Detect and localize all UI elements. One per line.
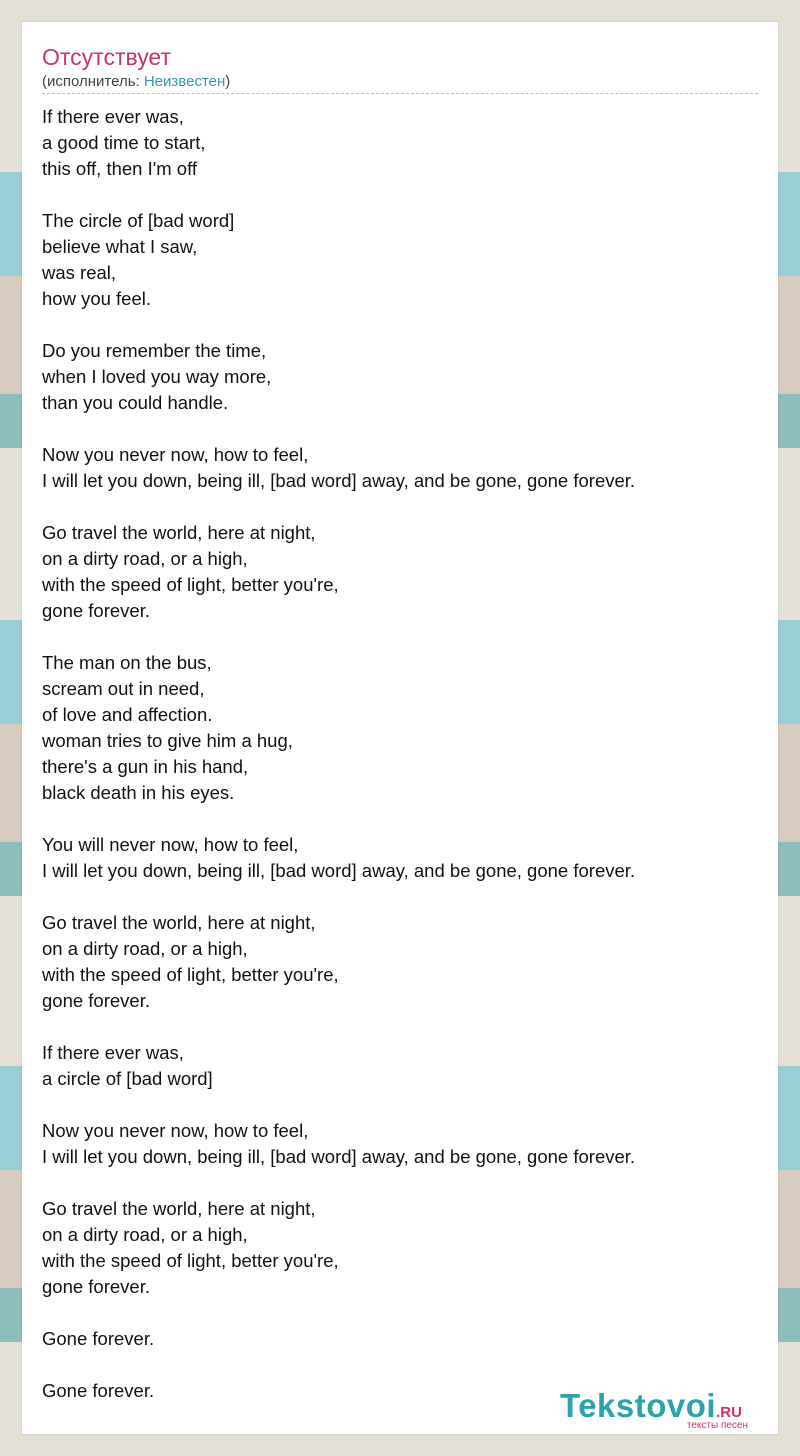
logo-tagline: тексты песен: [686, 1420, 748, 1431]
title-divider: [42, 93, 758, 94]
lyric-line: than you could handle.: [42, 392, 229, 413]
lyric-line: a good time to start,: [42, 132, 206, 153]
lyric-line: Do you remember the time,: [42, 340, 267, 361]
lyric-line: I will let you down, being ill, [bad word] away, and be gone, gone forever.: [42, 1146, 636, 1167]
stanza-break: [42, 1092, 758, 1118]
logo-domain-suffix: .RU: [716, 1404, 742, 1421]
stanza-break: [42, 624, 758, 650]
stanza-break: [42, 312, 758, 338]
lyric-line: gone forever.: [42, 600, 150, 621]
lyric-line: Go travel the world, here at night,: [42, 912, 316, 933]
lyric-line: Now you never now, how to feel,: [42, 444, 309, 465]
stanza-break: [42, 1014, 758, 1040]
lyric-line: Gone forever.: [42, 1380, 155, 1401]
lyrics-text: [42, 104, 758, 1404]
lyric-line: gone forever.: [42, 1276, 150, 1297]
lyric-line: The circle of [bad word]: [42, 210, 235, 231]
lyric-line: If there ever was,: [42, 106, 184, 127]
lyric-line: gone forever.: [42, 990, 150, 1011]
lyric-line: on a dirty road, or a high,: [42, 1224, 248, 1245]
lyric-line: You will never now, how to feel,: [42, 834, 299, 855]
lyrics-page: [22, 22, 778, 1434]
lyric-line: this off, then I'm off: [42, 158, 198, 179]
lyric-line: with the speed of light, better you're,: [42, 964, 339, 985]
stanza-break: [42, 806, 758, 832]
artist-suffix: ): [225, 73, 231, 90]
lyric-line: scream out in need,: [42, 678, 205, 699]
stanza-break: [42, 416, 758, 442]
lyric-line: I will let you down, being ill, [bad word] away, and be gone, gone forever.: [42, 860, 636, 881]
lyric-line: believe what I saw,: [42, 236, 198, 257]
lyric-line: Go travel the world, here at night,: [42, 1198, 316, 1219]
logo-main-text: Tekstovoi: [560, 1387, 717, 1424]
song-title: Отсутствует: [42, 44, 171, 70]
stanza-break: [42, 1170, 758, 1196]
artist-prefix: (исполнитель:: [42, 73, 144, 90]
lyric-line: was real,: [42, 262, 117, 283]
artist-line: [42, 73, 230, 91]
stanza-break: [42, 1300, 758, 1326]
lyric-line: with the speed of light, better you're,: [42, 1250, 339, 1271]
stanza-break: [42, 182, 758, 208]
lyric-line: I will let you down, being ill, [bad word] away, and be gone, gone forever.: [42, 470, 636, 491]
lyric-line: If there ever was,: [42, 1042, 184, 1063]
lyric-line: on a dirty road, or a high,: [42, 938, 248, 959]
lyric-line: with the speed of light, better you're,: [42, 574, 339, 595]
lyric-line: of love and affection.: [42, 704, 213, 725]
lyric-line: Now you never now, how to feel,: [42, 1120, 309, 1141]
artist-link[interactable]: Неизвестен: [143, 73, 226, 90]
stanza-break: [42, 884, 758, 910]
lyric-line: how you feel.: [42, 288, 152, 309]
lyric-line: on a dirty road, or a high,: [42, 548, 248, 569]
lyric-line: Gone forever.: [42, 1328, 155, 1349]
lyric-line: The man on the bus,: [42, 652, 212, 673]
lyric-line: there's a gun in his hand,: [42, 756, 249, 777]
lyric-line: woman tries to give him a hug,: [42, 730, 293, 751]
stanza-break: [42, 1352, 758, 1378]
lyric-line: when I loved you way more,: [42, 366, 272, 387]
lyric-line: Go travel the world, here at night,: [42, 522, 316, 543]
lyric-line: black death in his eyes.: [42, 782, 235, 803]
site-logo[interactable]: [560, 1388, 770, 1432]
lyric-line: a circle of [bad word]: [42, 1068, 213, 1089]
stanza-break: [42, 494, 758, 520]
